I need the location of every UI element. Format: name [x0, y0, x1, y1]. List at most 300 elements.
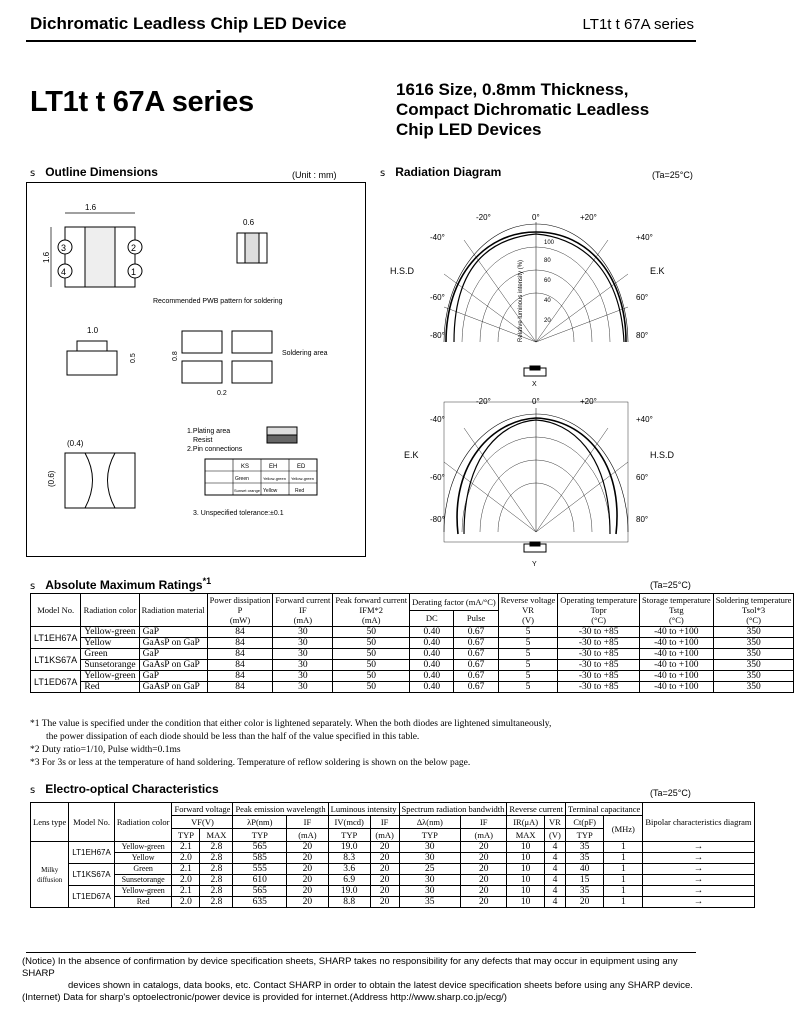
- top-angle-p40: +40°: [636, 233, 653, 242]
- cell-vf-typ: 2.0: [172, 875, 200, 886]
- if-sym-2: IF: [370, 816, 399, 829]
- table-row: [31, 842, 755, 853]
- cell-vr: 4: [544, 864, 565, 875]
- cell-material: GaAsP on GaP: [139, 682, 207, 693]
- cell-ir: 10: [507, 886, 544, 897]
- radiation-svg: [384, 182, 696, 572]
- subtitle-line-2: Compact Dichromatic Leadless: [396, 100, 650, 119]
- cell-topr: -30 to +85: [558, 627, 640, 638]
- pin-connections-label: 2.Pin connections: [187, 446, 243, 453]
- cell-lp: 610: [233, 875, 287, 886]
- top-x-label: X: [532, 381, 537, 388]
- top-scale-20: 20: [544, 318, 551, 324]
- footer: [22, 956, 712, 1004]
- cell-color: Yellow-green: [114, 886, 172, 897]
- cell-topr: -30 to +85: [558, 682, 640, 693]
- electro-table: [30, 802, 755, 908]
- pin-4-label: 4: [61, 267, 67, 277]
- subtitle-line-1: 1616 Size, 0.8mm Thickness,: [396, 80, 629, 99]
- cell-ifm: 50: [333, 649, 410, 660]
- cell-if: 30: [273, 638, 333, 649]
- top-angle-m40: -40°: [430, 233, 445, 242]
- cell-pulse: 0.67: [454, 671, 498, 682]
- cell-bi: →: [643, 853, 754, 864]
- cell-if2: 20: [370, 886, 399, 897]
- vf-sym: VF(V): [172, 816, 233, 829]
- cell-if3: 20: [461, 853, 507, 864]
- resist-label: Resist: [193, 437, 213, 444]
- vr-sym: VR: [544, 816, 565, 829]
- model-cell: LT1KS67A: [31, 649, 81, 671]
- cell-ct: 15: [566, 875, 604, 886]
- cell-dl: 30: [399, 853, 461, 864]
- table-row: [31, 886, 755, 897]
- cell-dc: 0.40: [410, 682, 454, 693]
- cell-mhz: 1: [604, 875, 643, 886]
- cell-topr: -30 to +85: [558, 649, 640, 660]
- abs-max-temp: (Ta=25°C): [650, 580, 691, 590]
- radiation-bottom-diagram: [404, 397, 675, 568]
- col-vf: Forward voltage: [172, 803, 233, 816]
- cell-ir: 10: [507, 853, 544, 864]
- table-row: [31, 660, 794, 671]
- cell-tstg: -40 to +100: [640, 649, 714, 660]
- col-model: Model No.: [69, 803, 115, 842]
- cell-tsol: 350: [713, 671, 794, 682]
- pin-table-r2c1: Sunset orange: [234, 488, 261, 493]
- subtitle: [396, 80, 649, 140]
- cell-if2: 20: [370, 864, 399, 875]
- top-angle-p80: 80°: [636, 331, 649, 340]
- bottom-dim-06: (0.6): [47, 470, 56, 487]
- cell-vf-max: 2.8: [200, 897, 233, 908]
- pin-table-r2c2: Yellow: [263, 488, 278, 494]
- cell-tstg: -40 to +100: [640, 638, 714, 649]
- notice-text: In the absence of confirmation by device specification sheets, SHARP takes no responsibility for any defects that may occur in equipment using any SHARP: [22, 956, 678, 979]
- table-row: [31, 682, 794, 693]
- cell-vr: 5: [498, 627, 558, 638]
- pin-table-r1c1: Green: [235, 476, 249, 482]
- cell-topr: -30 to +85: [558, 671, 640, 682]
- cell-tstg: -40 to +100: [640, 660, 714, 671]
- section-body: [67, 351, 117, 375]
- dl-sym: Δλ(nm): [399, 816, 461, 829]
- cell-if: 30: [273, 682, 333, 693]
- section-mark: s: [30, 168, 36, 179]
- cell-p: 84: [207, 638, 273, 649]
- cell-if2: 20: [370, 875, 399, 886]
- lp-typ: TYP: [233, 829, 287, 842]
- cell-ifm: 50: [333, 660, 410, 671]
- cell-mhz: 1: [604, 864, 643, 875]
- notice-label: (Notice): [22, 956, 56, 967]
- cell-if: 30: [273, 660, 333, 671]
- cell-if1: 20: [287, 886, 328, 897]
- radiation-heading-text: Radiation Diagram: [395, 165, 502, 179]
- col-spec: Spectrum radiation bandwidth: [399, 803, 507, 816]
- vf-typ: TYP: [172, 829, 200, 842]
- table-row: [31, 853, 755, 864]
- cell-tsol: 350: [713, 649, 794, 660]
- cell-color: Red: [114, 897, 172, 908]
- cell-vf-typ: 2.0: [172, 897, 200, 908]
- side-view-center: [245, 233, 259, 263]
- cell-dl: 25: [399, 864, 461, 875]
- cell-vr: 5: [498, 649, 558, 660]
- cell-vr: 5: [498, 660, 558, 671]
- cell-p: 84: [207, 660, 273, 671]
- cell-topr: -30 to +85: [558, 638, 640, 649]
- cell-tsol: 350: [713, 627, 794, 638]
- abs-max-heading: [30, 576, 211, 592]
- abs-max-notes: [30, 718, 710, 770]
- document-header-series: LT1t t 67A series: [582, 16, 694, 33]
- cell-dc: 0.40: [410, 627, 454, 638]
- cell-if2: 20: [370, 897, 399, 908]
- bot-angle-p60: 60°: [636, 473, 649, 482]
- cell-vr: 4: [544, 886, 565, 897]
- electro-heading-text: Electro-optical Characteristics: [45, 782, 219, 796]
- cell-pulse: 0.67: [454, 649, 498, 660]
- bot-angle-p40: +40°: [636, 415, 653, 424]
- model-cell: LT1ED67A: [31, 671, 81, 693]
- cell-if2: 20: [370, 842, 399, 853]
- bottom-pad-curves: [85, 453, 115, 508]
- cell-if3: 20: [461, 897, 507, 908]
- cell-ifm: 50: [333, 638, 410, 649]
- abs-max-table: [30, 593, 794, 693]
- top-curve-ek: [454, 234, 624, 342]
- cell-pulse: 0.67: [454, 682, 498, 693]
- pwb-pad-1: [182, 331, 222, 353]
- lp-sym: λP(nm): [233, 816, 287, 829]
- pin-table-r2c3: Red: [295, 488, 305, 494]
- cell-if1: 20: [287, 842, 328, 853]
- cell-material: GaP: [139, 649, 207, 660]
- pin-table-ks: KS: [241, 464, 250, 470]
- footer-internet: [22, 992, 712, 1004]
- col-pulse: Pulse: [454, 610, 498, 627]
- subtitle-line-3: Chip LED Devices: [396, 120, 542, 139]
- cell-if1: 20: [287, 897, 328, 908]
- outline-drawing-frame: [26, 182, 366, 557]
- col-bipolar: Bipolar characteristics diagram: [643, 803, 754, 842]
- cell-iv: 19.0: [328, 886, 370, 897]
- radiation-top-diagram: [390, 213, 665, 388]
- top-scale-40: 40: [544, 298, 551, 304]
- dl-typ: TYP: [399, 829, 461, 842]
- col-operating-temp: Operating temperature Topr (°C): [558, 594, 640, 627]
- cell-color: Green: [114, 864, 172, 875]
- note-2: *2 Duty ratio=1/10, Pulse width=0.1ms: [30, 745, 181, 755]
- col-cap: Terminal capacitance: [566, 803, 643, 816]
- bot-angle-m20: -20°: [476, 397, 491, 406]
- cell-ir: 10: [507, 875, 544, 886]
- col-color: Radiation color: [81, 594, 139, 627]
- vf-max: MAX: [200, 829, 233, 842]
- if-unit-1: (mA): [287, 829, 328, 842]
- section-mark: s: [30, 785, 36, 796]
- cell-ct: 35: [566, 842, 604, 853]
- cell-bi: →: [643, 864, 754, 875]
- bot-angle-0: 0°: [532, 397, 540, 406]
- table-row: [31, 671, 794, 682]
- cell-pulse: 0.67: [454, 638, 498, 649]
- electro-heading: [30, 782, 219, 796]
- cell-material: GaAsP on GaP: [139, 660, 207, 671]
- cell-tstg: -40 to +100: [640, 627, 714, 638]
- cell-if3: 20: [461, 842, 507, 853]
- cell-color: Yellow-green: [114, 842, 172, 853]
- cell-lp: 565: [233, 842, 287, 853]
- cell-bi: →: [643, 875, 754, 886]
- pwb-dim-02: 0.2: [217, 390, 227, 397]
- internet-text: Data for sharp's optoelectronic/power device is provided for internet.(Address http://www.sharp.co.jp/ecg/): [63, 992, 507, 1003]
- cell-vr: 4: [544, 853, 565, 864]
- cell-color: Sunsetorange: [114, 875, 172, 886]
- col-peak: Peak emission wavelength: [233, 803, 328, 816]
- footer-notice-cont: devices shown in catalogs, data books, etc. Contact SHARP in order to obtain the latest device specification sheets before using any SHARP device.: [68, 980, 693, 991]
- cell-ir: 10: [507, 842, 544, 853]
- bottom-dim-04: (0.4): [67, 439, 84, 448]
- model-cell: LT1ED67A: [69, 886, 115, 908]
- if-unit-2: (mA): [370, 829, 399, 842]
- mhz-unit: (MHz): [604, 816, 643, 842]
- top-angle-p20: +20°: [580, 213, 597, 222]
- cell-color: Yellow-green: [81, 627, 139, 638]
- footer-notice: [22, 956, 712, 980]
- lens-dome: [77, 341, 107, 351]
- bottom-y-label: Y: [532, 561, 537, 568]
- col-lens: Lens type: [31, 803, 69, 842]
- top-axis-label: Relative luminous intensity (%): [518, 259, 524, 342]
- top-angle-p60: 60°: [636, 293, 649, 302]
- section-mark: s: [380, 168, 386, 179]
- pwb-dim-08: 0.8: [172, 351, 179, 361]
- cell-ir: 10: [507, 864, 544, 875]
- col-material: Radiation material: [139, 594, 207, 627]
- cell-if: 30: [273, 671, 333, 682]
- document-header-title: Dichromatic Leadless Chip LED Device: [30, 14, 347, 33]
- pin-table-ed: ED: [297, 464, 306, 470]
- section-mark: s: [30, 581, 36, 592]
- width-dim: 1.6: [85, 203, 97, 212]
- cell-bi: →: [643, 842, 754, 853]
- plating-area-label: 1.Plating area: [187, 428, 231, 435]
- ir-max: MAX: [507, 829, 544, 842]
- package-center: [85, 227, 115, 287]
- top-scale-100: 100: [544, 240, 555, 246]
- bottom-right-label: H.S.D: [650, 450, 675, 460]
- cell-vf-typ: 2.0: [172, 853, 200, 864]
- table-row: [31, 627, 794, 638]
- cell-p: 84: [207, 649, 273, 660]
- cell-tstg: -40 to +100: [640, 682, 714, 693]
- cell-vr: 4: [544, 897, 565, 908]
- cell-dl: 30: [399, 886, 461, 897]
- cell-material: GaP: [139, 671, 207, 682]
- cell-iv: 6.9: [328, 875, 370, 886]
- cell-if1: 20: [287, 853, 328, 864]
- table-row: [31, 649, 794, 660]
- cell-lp: 585: [233, 853, 287, 864]
- electro-temp: (Ta=25°C): [650, 788, 691, 798]
- bot-angle-p20: +20°: [580, 397, 597, 406]
- outline-drawing: [27, 183, 365, 556]
- col-lum: Luminous intensity: [328, 803, 399, 816]
- section-dim-05: 0.5: [130, 353, 137, 363]
- cell-vr: 4: [544, 875, 565, 886]
- cell-color: Yellow: [114, 853, 172, 864]
- pin-2-label: 2: [131, 243, 137, 253]
- cell-p: 84: [207, 627, 273, 638]
- cell-tsol: 350: [713, 682, 794, 693]
- cell-iv: 3.6: [328, 864, 370, 875]
- cell-vf-max: 2.8: [200, 886, 233, 897]
- cell-ir: 10: [507, 897, 544, 908]
- cell-dc: 0.40: [410, 649, 454, 660]
- model-cell: LT1EH67A: [31, 627, 81, 649]
- bottom-left-label: E.K: [404, 450, 419, 460]
- cell-mhz: 1: [604, 897, 643, 908]
- table-row: [31, 638, 794, 649]
- col-forward-current: Forward current IF (mA): [273, 594, 333, 627]
- cell-mhz: 1: [604, 886, 643, 897]
- col-color: Radiation color: [114, 803, 172, 842]
- radiation-temp: (Ta=25°C): [652, 170, 693, 180]
- cell-p: 84: [207, 682, 273, 693]
- outline-heading: [30, 165, 158, 179]
- footer-rule: [26, 952, 696, 953]
- cell-color: Yellow: [81, 638, 139, 649]
- ct-sym: Ct(pF): [566, 816, 604, 829]
- pin-table-r1c2: Yellow-green: [263, 476, 286, 481]
- cell-mhz: 1: [604, 853, 643, 864]
- cell-vf-max: 2.8: [200, 875, 233, 886]
- if-sym-3: IF: [461, 816, 507, 829]
- top-angle-m80: -80°: [430, 331, 445, 340]
- radiation-diagrams: [384, 182, 696, 572]
- col-model: Model No.: [31, 594, 81, 627]
- pwb-pad-2: [232, 331, 272, 353]
- top-scale-80: 80: [544, 258, 551, 264]
- cell-vf-max: 2.8: [200, 842, 233, 853]
- table-row: [31, 864, 755, 875]
- table-row: [31, 875, 755, 886]
- cell-vf-typ: 2.1: [172, 864, 200, 875]
- main-title: LT1t t 67A series: [30, 86, 254, 118]
- col-soldering-temp: Soldering temperature Tsol*3 (°C): [713, 594, 794, 627]
- vr-unit: (V): [544, 829, 565, 842]
- bot-angle-p80: 80°: [636, 515, 649, 524]
- cell-vr: 5: [498, 682, 558, 693]
- cell-ct: 35: [566, 886, 604, 897]
- pwb-pad-3: [182, 361, 222, 383]
- cell-ct: 35: [566, 853, 604, 864]
- cell-tsol: 350: [713, 638, 794, 649]
- bot-angle-m80: -80°: [430, 515, 445, 524]
- cell-iv: 19.0: [328, 842, 370, 853]
- ir-sym: IR(μA): [507, 816, 544, 829]
- cell-vr: 4: [544, 842, 565, 853]
- cell-lp: 565: [233, 886, 287, 897]
- cell-bi: →: [643, 897, 754, 908]
- cell-if3: 20: [461, 864, 507, 875]
- cell-vf-typ: 2.1: [172, 886, 200, 897]
- cell-lp: 555: [233, 864, 287, 875]
- top-right-label: E.K: [650, 266, 665, 276]
- cell-material: GaAsP on GaP: [139, 638, 207, 649]
- cell-lp: 635: [233, 897, 287, 908]
- cell-material: GaP: [139, 627, 207, 638]
- cell-mhz: 1: [604, 842, 643, 853]
- col-rev: Reverse current: [507, 803, 566, 816]
- cell-if: 30: [273, 627, 333, 638]
- radiation-heading: [380, 165, 501, 179]
- pin-3-label: 3: [61, 243, 67, 253]
- cell-iv: 8.3: [328, 853, 370, 864]
- top-angle-m20: -20°: [476, 213, 491, 222]
- ct-typ: TYP: [566, 829, 604, 842]
- cell-bi: →: [643, 886, 754, 897]
- cell-tstg: -40 to +100: [640, 671, 714, 682]
- cell-ifm: 50: [333, 627, 410, 638]
- cell-ifm: 50: [333, 682, 410, 693]
- cell-if1: 20: [287, 864, 328, 875]
- col-storage-temp: Storage temperature Tstg (°C): [640, 594, 714, 627]
- outline-heading-text: Outline Dimensions: [45, 165, 158, 179]
- side-dim: 0.6: [243, 218, 255, 227]
- cell-tsol: 350: [713, 660, 794, 671]
- pin-1-label: 1: [131, 267, 137, 277]
- plating-swatch: [267, 427, 297, 435]
- note-3: *3 For 3s or less at the temperature of hand soldering. Temperature of reflow soldering is shown on the below page.: [30, 758, 471, 768]
- top-scale-60: 60: [544, 278, 551, 284]
- bot-angle-m40: -40°: [430, 415, 445, 424]
- cell-p: 84: [207, 671, 273, 682]
- model-cell: LT1KS67A: [69, 864, 115, 886]
- iv-typ: TYP: [328, 829, 370, 842]
- cell-dl: 35: [399, 897, 461, 908]
- cell-color: Yellow-green: [81, 671, 139, 682]
- cell-if3: 20: [461, 886, 507, 897]
- cell-vr: 5: [498, 638, 558, 649]
- col-dc: DC: [410, 610, 454, 627]
- pwb-pad-4: [232, 361, 272, 383]
- cell-dc: 0.40: [410, 671, 454, 682]
- cell-if3: 20: [461, 875, 507, 886]
- col-derating: Derating factor (mA/°C): [410, 594, 499, 611]
- pin-table-eh: EH: [269, 464, 278, 470]
- cell-vf-max: 2.8: [200, 853, 233, 864]
- cell-vr: 5: [498, 671, 558, 682]
- section-dim-10: 1.0: [87, 326, 99, 335]
- top-angle-0: 0°: [532, 213, 540, 222]
- if-unit-3: (mA): [461, 829, 507, 842]
- model-cell: LT1EH67A: [69, 842, 115, 864]
- bot-angle-m60: -60°: [430, 473, 445, 482]
- table-row: [31, 897, 755, 908]
- top-left-label: H.S.D: [390, 266, 415, 276]
- package-bottom-view: [65, 453, 135, 508]
- pin-table-r1c3: Yellow-green: [291, 476, 314, 481]
- cell-vf-max: 2.8: [200, 864, 233, 875]
- cell-dc: 0.40: [410, 638, 454, 649]
- cell-dl: 30: [399, 875, 461, 886]
- height-dim: 1.6: [42, 251, 51, 263]
- cell-pulse: 0.67: [454, 627, 498, 638]
- tolerance-note: 3. Unspecified tolerance:±0.1: [193, 510, 284, 517]
